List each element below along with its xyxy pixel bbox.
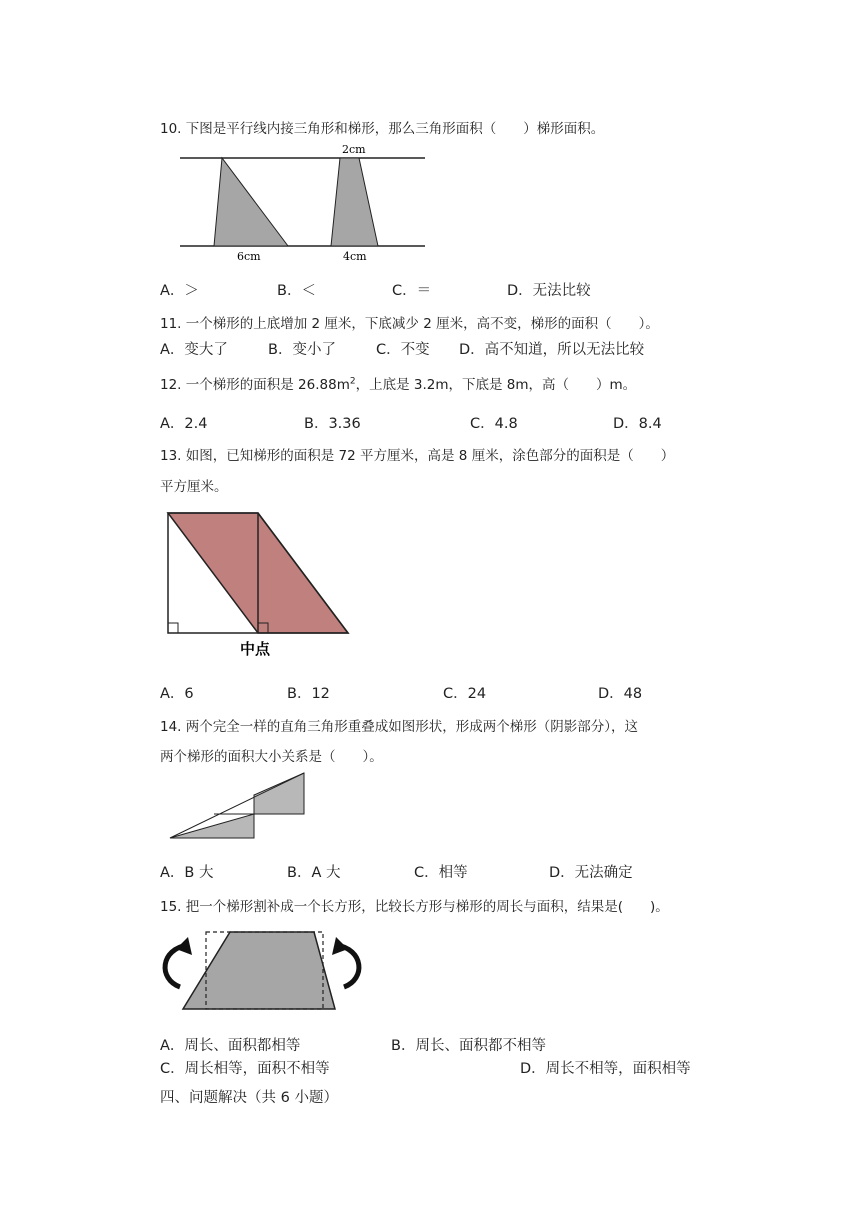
q14-option-d[interactable]: D．无法确定 bbox=[549, 865, 633, 881]
q14-figure bbox=[160, 768, 315, 844]
q13-figure bbox=[160, 505, 360, 665]
q10-option-c[interactable]: C．＝ bbox=[392, 283, 432, 299]
q14-option-c[interactable]: C．相等 bbox=[414, 865, 468, 881]
q15-text: 15. 把一个梯形割补成一个长方形，比较长方形与梯形的周长与面积，结果是( )。 bbox=[160, 899, 669, 915]
q11-option-a[interactable]: A．变大了 bbox=[160, 342, 228, 358]
q14-option-a[interactable]: A．B 大 bbox=[160, 865, 214, 881]
q14-option-b[interactable]: B．A 大 bbox=[287, 865, 341, 881]
q10-label-bottom-left: 6cm bbox=[237, 250, 261, 263]
q11-option-c[interactable]: C．不变 bbox=[376, 342, 430, 358]
q12-option-a[interactable]: A．2.4 bbox=[160, 416, 208, 432]
q10-label-top: 2cm bbox=[342, 143, 366, 156]
q15-option-c[interactable]: C．周长相等，面积不相等 bbox=[160, 1061, 330, 1077]
q11-text: 11. 一个梯形的上底增加 2 厘米，下底减少 2 厘米，高不变，梯形的面积（ ）。 bbox=[160, 316, 659, 332]
q11-option-b[interactable]: B．变小了 bbox=[268, 342, 336, 358]
q13-text-line1: 13. 如图，已知梯形的面积是 72 平方厘米，高是 8 厘米，涂色部分的面积是（ ） bbox=[160, 448, 675, 464]
q13-text-line2: 平方厘米。 bbox=[160, 479, 228, 495]
q10-option-d[interactable]: D．无法比较 bbox=[507, 283, 591, 299]
q11-option-d[interactable]: D．高不知道，所以无法比较 bbox=[459, 342, 645, 358]
q15-figure bbox=[158, 927, 368, 1013]
q12-option-c[interactable]: C．4.8 bbox=[470, 416, 518, 432]
q13-option-a[interactable]: A．6 bbox=[160, 686, 194, 702]
q12-text-sup: 2 bbox=[349, 376, 356, 387]
q15-option-a[interactable]: A．周长、面积都相等 bbox=[160, 1038, 301, 1054]
q12-text-prefix: 12. 一个梯形的面积是 26.88m bbox=[160, 377, 350, 393]
q12-option-b[interactable]: B．3.36 bbox=[304, 416, 361, 432]
q13-midpoint-label: 中点 bbox=[240, 640, 271, 658]
q15-option-b[interactable]: B．周长、面积都不相等 bbox=[391, 1038, 546, 1054]
q12-text-suffix: ，上底是 3.2m，下底是 8m，高（ ）m。 bbox=[355, 377, 637, 393]
q15-option-d[interactable]: D．周长不相等，面积相等 bbox=[520, 1061, 691, 1077]
q10-label-bottom-right: 4cm bbox=[343, 250, 367, 263]
q10-trapezoid bbox=[331, 158, 378, 246]
q13-option-c[interactable]: C．24 bbox=[443, 686, 487, 702]
q12-text bbox=[160, 373, 636, 393]
q10-triangle bbox=[214, 158, 288, 246]
q10-text: 10. 下图是平行线内接三角形和梯形，那么三角形面积（ ）梯形面积。 bbox=[160, 121, 605, 137]
q13-right-angle-left bbox=[168, 623, 178, 633]
q10-option-b[interactable]: B．＜ bbox=[277, 283, 316, 299]
q12-option-d[interactable]: D．8.4 bbox=[613, 416, 662, 432]
q14-text-line1: 14. 两个完全一样的直角三角形重叠成如图形状，形成两个梯形（阴影部分），这 bbox=[160, 719, 639, 735]
q14-text-line2: 两个梯形的面积大小关系是（ ）。 bbox=[160, 749, 383, 765]
q10-option-a[interactable]: A．＞ bbox=[160, 283, 199, 299]
q13-option-b[interactable]: B．12 bbox=[287, 686, 330, 702]
section-title: 四、问题解决（共 6 小题） bbox=[160, 1090, 338, 1106]
q10-figure bbox=[175, 140, 430, 265]
q13-option-d[interactable]: D．48 bbox=[598, 686, 643, 702]
